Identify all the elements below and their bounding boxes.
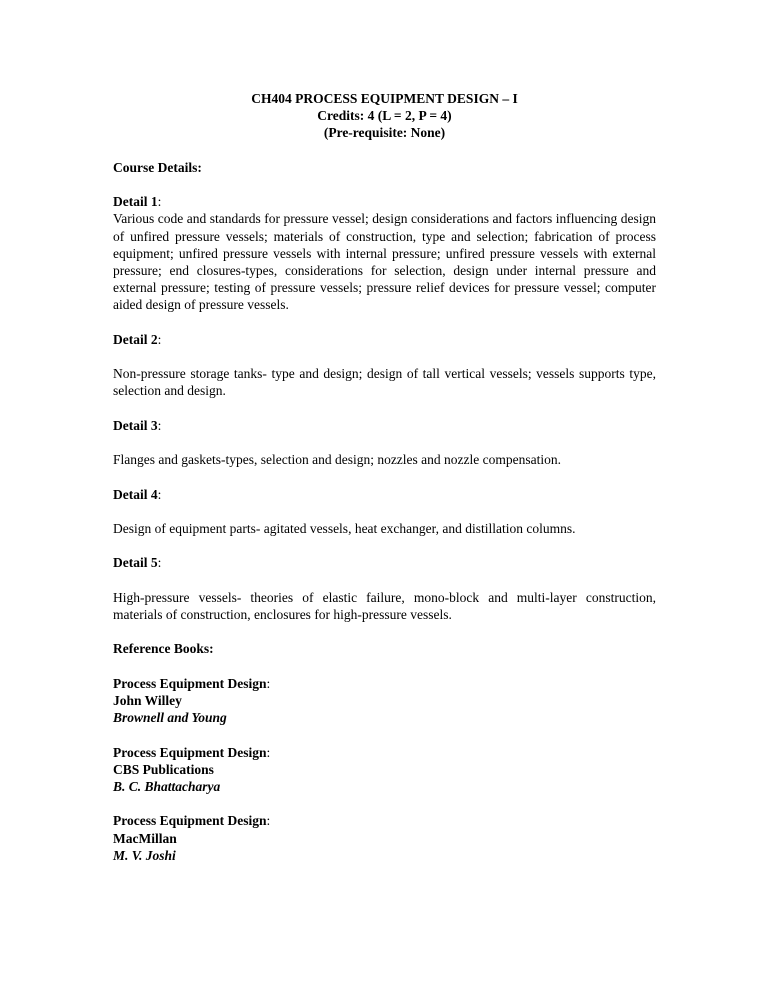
reference-author: Brownell and Young xyxy=(113,710,227,726)
reference-publisher: MacMillan xyxy=(113,830,177,846)
document-page xyxy=(113,90,656,864)
detail-3-heading: Detail 3: xyxy=(113,417,162,433)
reference-title: Process Equipment Design xyxy=(113,675,267,691)
course-title: CH404 PROCESS EQUIPMENT DESIGN – I xyxy=(251,91,518,106)
detail-2-text: Non-pressure storage tanks- type and design; design of tall vertical vessels; vessels supports type, selection and design. xyxy=(113,366,656,399)
reference-publisher: John Willey xyxy=(113,692,182,708)
reference-author: B. C. Bhattacharya xyxy=(113,778,221,794)
reference-3: Process Equipment Design: MacMillan M. V. Joshi xyxy=(113,812,656,864)
reference-2: Process Equipment Design: CBS Publications B. C. Bhattacharya xyxy=(113,744,656,796)
course-details-heading: Course Details: xyxy=(113,159,202,175)
reference-title: Process Equipment Design xyxy=(113,744,267,760)
course-prerequisite: (Pre-requisite: None) xyxy=(323,125,446,141)
detail-1-heading: Detail 1: xyxy=(113,194,162,210)
detail-label: Detail 4 xyxy=(113,486,158,502)
detail-5-text: High-pressure vessels- theories of elastic failure, mono-block and multi-layer construction, materials of construction, enclosures for high-pressure vessels. xyxy=(113,589,656,622)
detail-label: Detail 1 xyxy=(113,194,158,210)
detail-2-heading: Detail 2: xyxy=(113,331,162,347)
detail-1-text: Various code and standards for pressure vessel; design considerations and factors influencing design of unfired pressure vessels; materials of construction, type and selection; fabrication of process equipment; unfired pressure vessels with internal pressure; unfired pressure vessels with external pressure; end closures-types, considerations for selection, design under internal pressure and external pressure; testing of pressure vessels; pressure relief devices for pressure vessel; computer aided design of pressure vessels. xyxy=(113,211,656,313)
course-credits: Credits: 4 (L = 2, P = 4) xyxy=(317,108,452,124)
detail-4-heading: Detail 4: xyxy=(113,486,162,502)
detail-4-text: Design of equipment parts- agitated vessels, heat exchanger, and distillation columns. xyxy=(113,520,576,536)
detail-3-text: Flanges and gaskets-types, selection and design; nozzles and nozzle compensation. xyxy=(113,452,561,468)
detail-label: Detail 2 xyxy=(113,331,158,347)
reference-books-heading: Reference Books: xyxy=(113,641,214,657)
reference-author: M. V. Joshi xyxy=(113,847,176,863)
detail-label: Detail 5 xyxy=(113,555,158,571)
reference-1: Process Equipment Design: John Willey Brownell and Young xyxy=(113,675,656,727)
detail-label: Detail 3 xyxy=(113,417,158,433)
detail-5-heading: Detail 5: xyxy=(113,555,162,571)
reference-title: Process Equipment Design xyxy=(113,813,267,829)
reference-publisher: CBS Publications xyxy=(113,761,214,777)
